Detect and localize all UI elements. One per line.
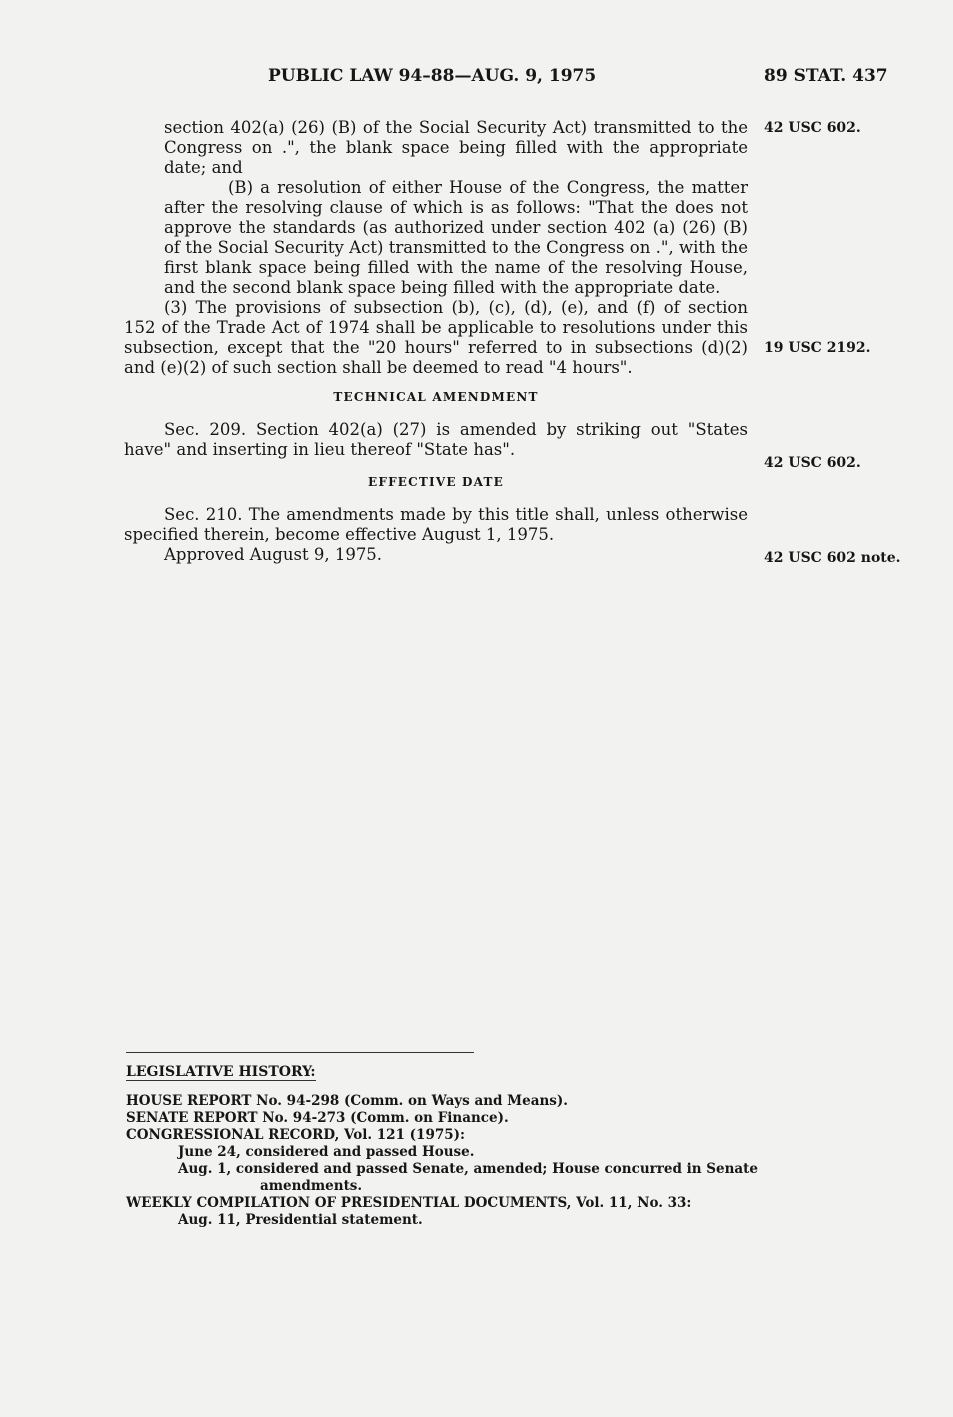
congressional-record-entry: June 24, considered and passed House. bbox=[178, 1144, 475, 1160]
congressional-record: CONGRESSIONAL RECORD, Vol. 121 (1975): bbox=[126, 1127, 466, 1143]
paragraph-clause-a-continued: section 402(a) (26) (B) of the Social Security Act) transmitted to the Congress on .", the blank space being filled with the appropriate date; and bbox=[164, 118, 748, 177]
section-209: Sec. 209. Section 402(a) (27) is amended by striking out "States have" and inserting in lieu thereof "State has". bbox=[124, 420, 748, 459]
weekly-compilation: WEEKLY COMPILATION OF PRESIDENTIAL DOCUMENTS, Vol. 11, No. 33: bbox=[126, 1195, 692, 1211]
congressional-record-entry-continued: amendments. bbox=[260, 1178, 363, 1194]
page-header bbox=[0, 66, 953, 90]
statute-citation: 89 STAT. 437 bbox=[764, 66, 888, 86]
footnote-divider bbox=[126, 1052, 474, 1053]
section-210: Sec. 210. The amendments made by this title shall, unless otherwise specified therein, become effective August 1, 1975. bbox=[124, 505, 748, 544]
page-title: PUBLIC LAW 94–88—AUG. 9, 1975 bbox=[268, 66, 597, 86]
legislative-history bbox=[126, 1064, 766, 1229]
section-heading-technical-amendment: TECHNICAL AMENDMENT bbox=[333, 390, 539, 404]
margin-note-42-usc-602-sec209: 42 USC 602. bbox=[764, 455, 861, 471]
margin-note-42-usc-602: 42 USC 602. bbox=[764, 120, 861, 136]
margin-note-19-usc-2192: 19 USC 2192. bbox=[764, 340, 871, 356]
section-heading-effective-date: EFFECTIVE DATE bbox=[368, 475, 504, 489]
legislative-history-title: LEGISLATIVE HISTORY: bbox=[126, 1064, 316, 1080]
approval-date: Approved August 9, 1975. bbox=[164, 545, 383, 564]
paragraph-clause-b: (B) a resolution of either House of the Congress, the matter after the resolving clause of which is as follows: "That the does not approve the standards (as authorized under section 402 (a) (26) (B) of the Social Security Act) transmitted to the Congress on .", with the first blank space being filled with the name of the resolving House, and the second blank space being filled with the appropriate date. bbox=[164, 178, 748, 297]
senate-report: SENATE REPORT No. 94-273 (Comm. on Finance). bbox=[126, 1110, 509, 1126]
house-report: HOUSE REPORT No. 94-298 (Comm. on Ways and Means). bbox=[126, 1093, 568, 1109]
congressional-record-entry: Aug. 1, considered and passed Senate, amended; House concurred in Senate bbox=[178, 1161, 758, 1177]
weekly-compilation-entry: Aug. 11, Presidential statement. bbox=[178, 1212, 423, 1228]
main-text bbox=[124, 118, 748, 565]
paragraph-subsection-3: (3) The provisions of subsection (b), (c), (d), (e), and (f) of section 152 of the Trade Act of 1974 shall be applicable to resolutions under this subsection, except that the "20 hours" referred to in subsections (d)(2) and (e)(2) of such section shall be deemed to read "4 hours". bbox=[124, 298, 748, 377]
margin-note-42-usc-602-note: 42 USC 602 note. bbox=[764, 550, 901, 566]
